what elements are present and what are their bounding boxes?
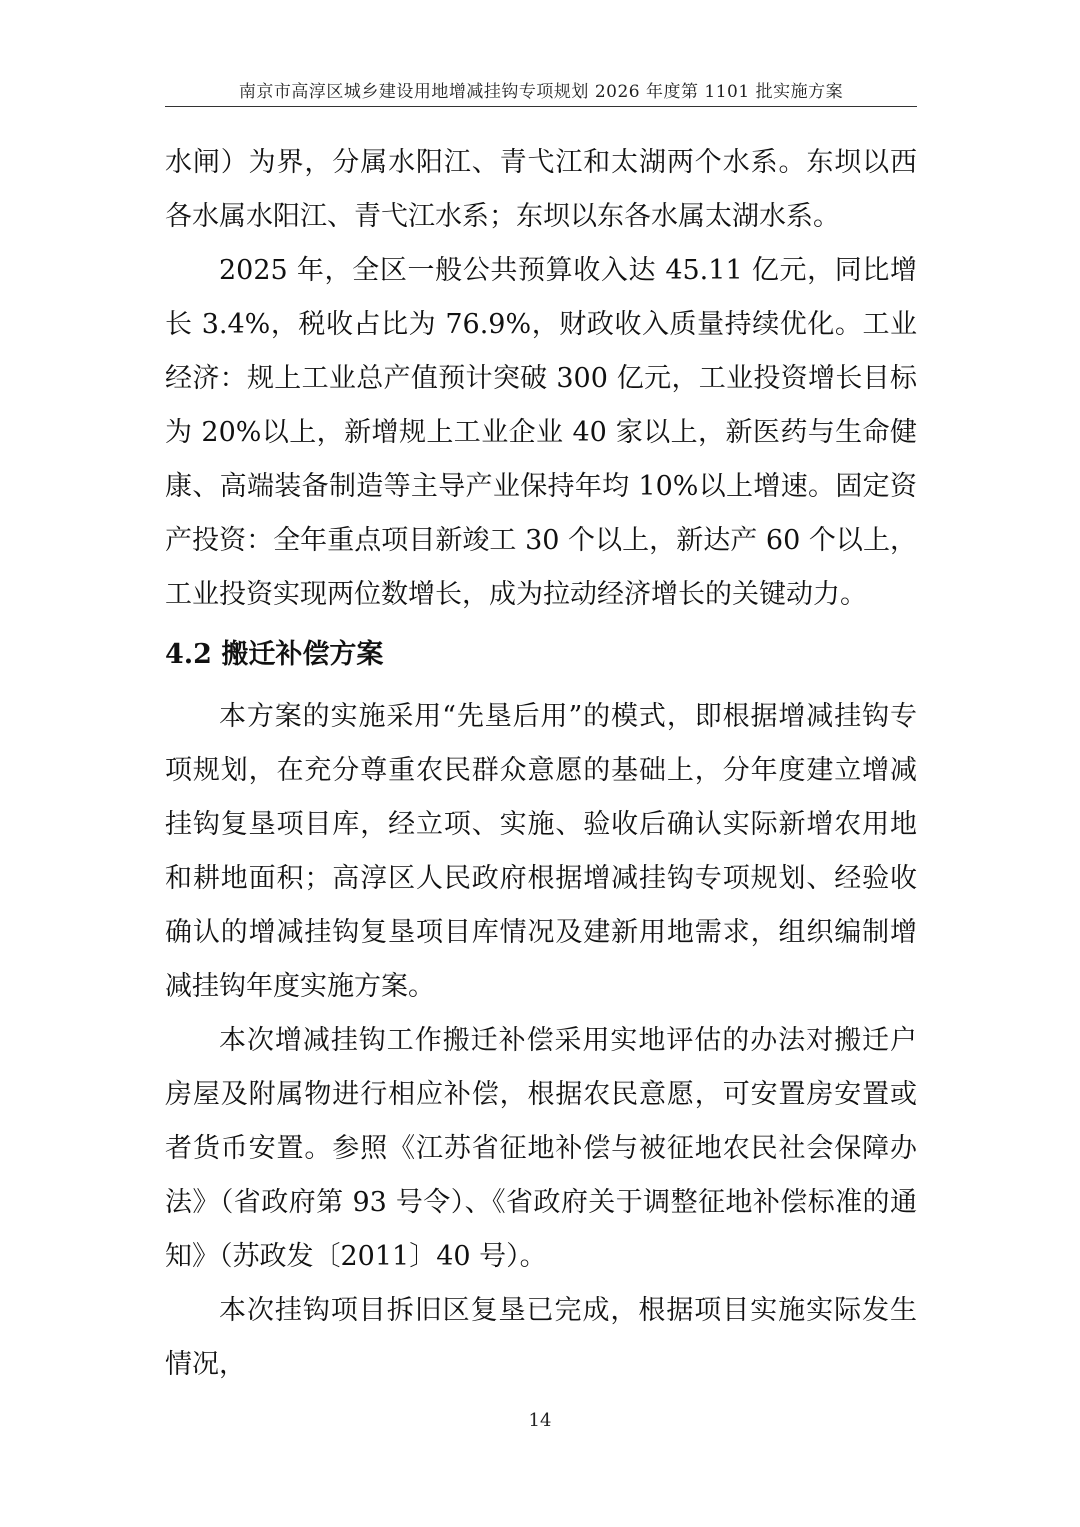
- page-number: 14: [528, 1410, 552, 1431]
- paragraph-reclamation-status: 本次挂钩项目拆旧区复垦已完成，根据项目实施实际发生情况，: [165, 1295, 917, 1380]
- paragraph-economy: 2025 年，全区一般公共预算收入达 45.11 亿元，同比增长 3.4%，税收占比为 76.9%，财政收入质量持续优化。工业经济：规上工业总产值预计突破 300 亿元，工业投资增长目标为 20%以上，新增规上工业企业 40 家以上，新医药与生命健康、高端装备制造等主导产业保持年均 10%以上增速。固定资产投资：全年重点项目新竣工 30 个以上，新达产 60 个以上，工业投资实现两位数增长，成为拉动经济增长的关键动力。: [165, 255, 917, 610]
- running-header: 南京市高淳区城乡建设用地增减挂钩专项规划 2026 年度第 1101 批实施方案: [238, 82, 844, 102]
- paragraph-implementation-mode: 本方案的实施采用“先垦后用”的模式，即根据增减挂钩专项规划，在充分尊重农民群众意愿的基础上，分年度建立增减挂钩复垦项目库，经立项、实施、验收后确认实际新增农用地和耕地面积；高淳区人民政府根据增减挂钩专项规划、经验收确认的增减挂钩复垦项目库情况及建新用地需求，组织编制增减挂钩年度实施方案。: [165, 701, 917, 1002]
- header-divider: [165, 106, 917, 107]
- paragraph-relocation-compensation: 本次增减挂钩工作搬迁补偿采用实地评估的办法对搬迁户房屋及附属物进行相应补偿，根据农民意愿，可安置房安置或者货币安置。参照《江苏省征地补偿与被征地农民社会保障办法》（省政府第 93 号令）、《省政府关于调整征地补偿标准的通知》（苏政发〔2011〕40 号）。: [165, 1025, 917, 1272]
- paragraph-water-systems: 水闸）为界，分属水阳江、青弋江和太湖两个水系。东坝以西各水属水阳江、青弋江水系；东坝以东各水属太湖水系。: [165, 147, 917, 232]
- section-heading: 4.2 搬迁补偿方案: [165, 639, 384, 670]
- page-body: [165, 136, 917, 1392]
